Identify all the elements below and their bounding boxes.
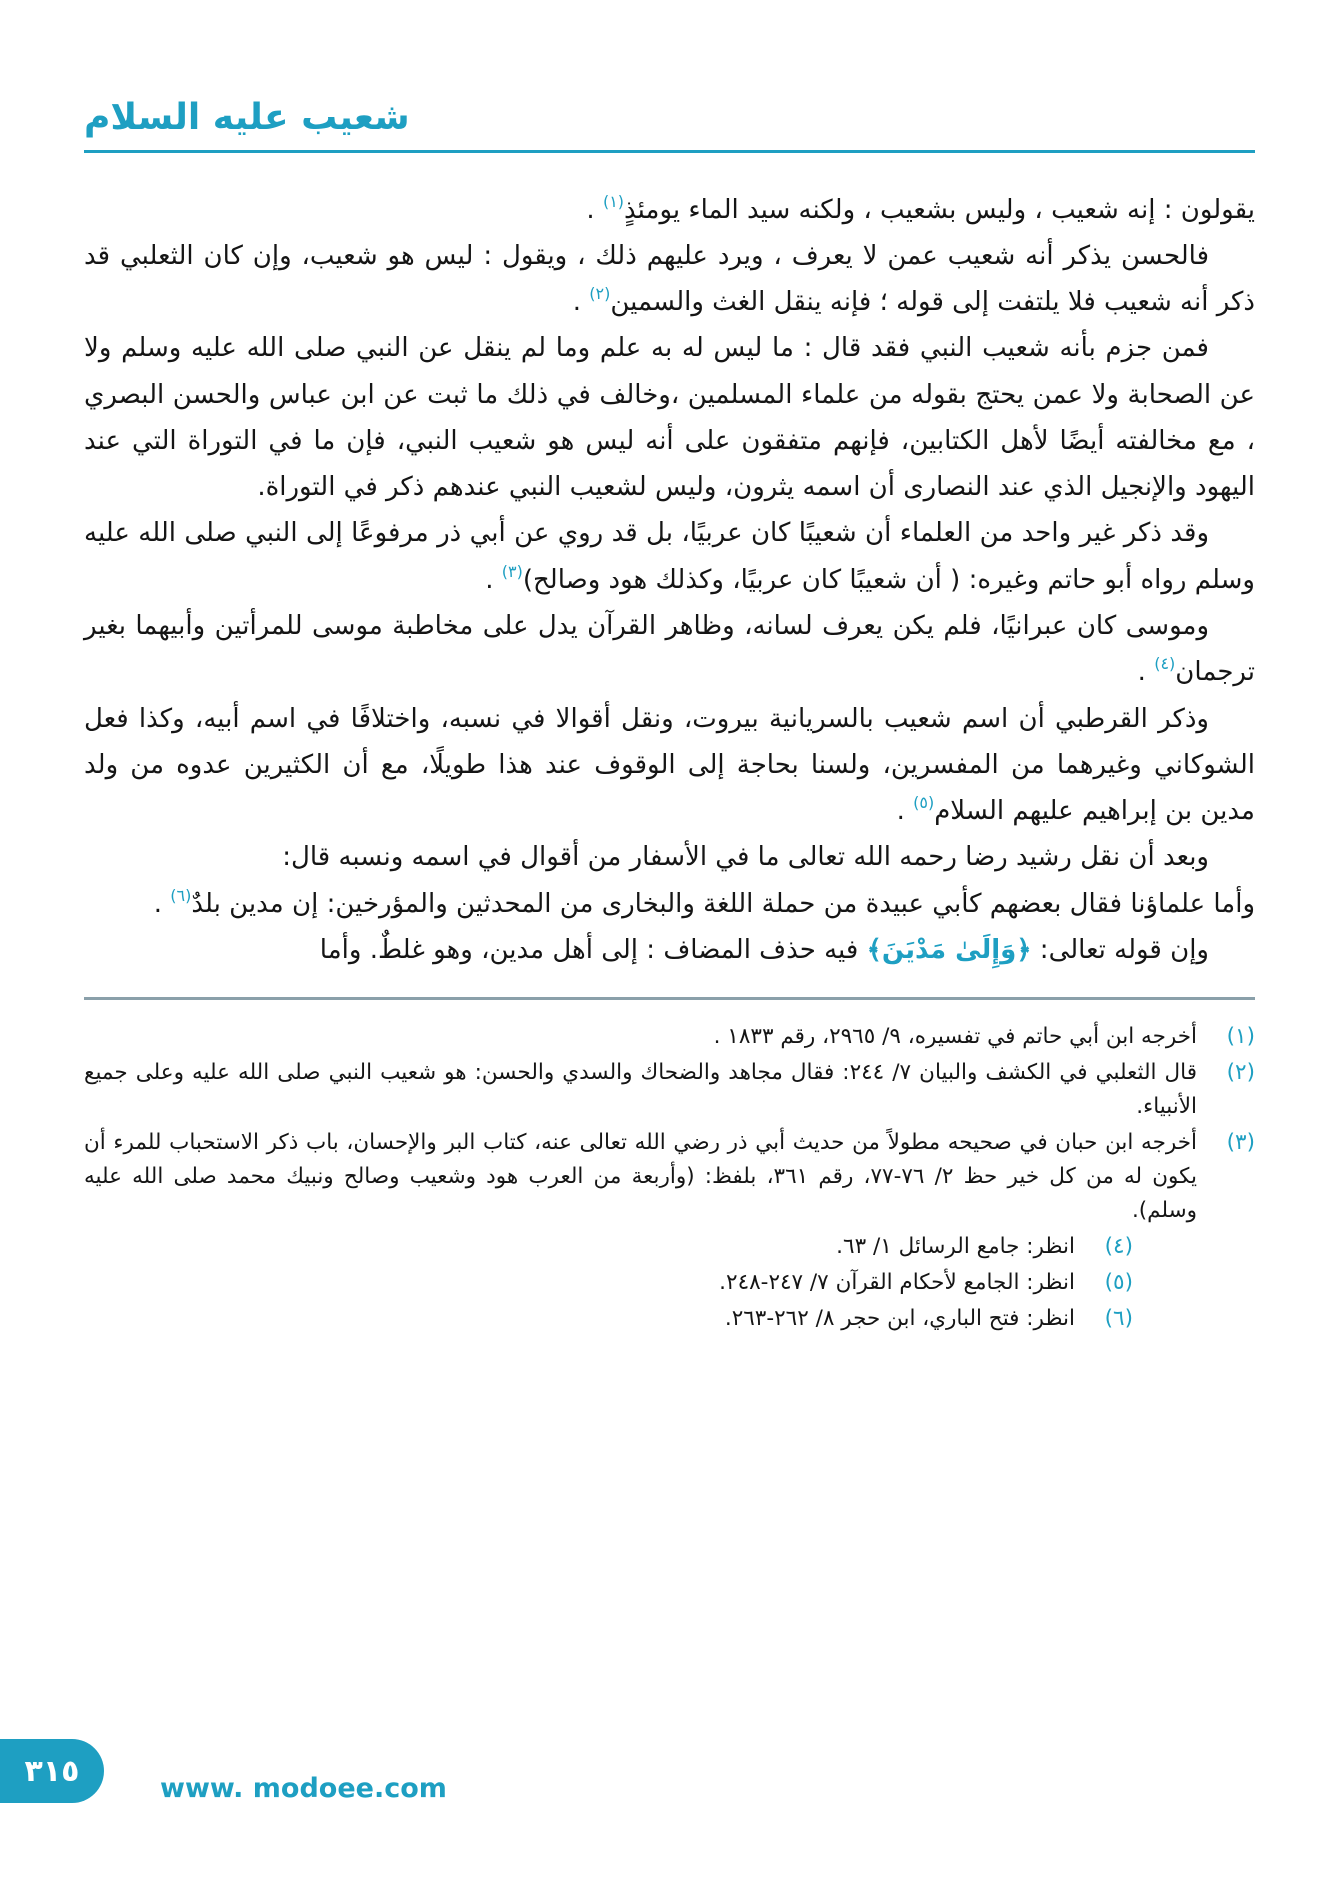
footnote-text: انظر: الجامع لأحكام القرآن ٧/ ٢٤٧-٢٤٨. xyxy=(719,1269,1075,1295)
paragraph xyxy=(84,603,1255,696)
paragraph xyxy=(84,696,1255,835)
text-run: فمن جزم بأنه شعيب النبي فقد قال : ما ليس له به علم وما لم ينقل عن النبي صلى الله عليه وسلم ولا عن الصحابة ولا عمن يحتج بقوله من علماء المسلمين ،وخالف في ذلك ما ثبت عن ابن عباس والحسن البصري ، مع مخالفته أيضًا لأهل الكتابين، فإنهم متفقون على أنه ليس هو شعيب النبي، فإن ما في التوراة التي عند اليهود والإنجيل الذي عند النصارى أن اسمه يثرون، وليس لشعيب النبي عندهم ذكر في التوراة. xyxy=(84,333,1255,503)
footnotes-section xyxy=(0,1000,1339,1336)
footnote-number: (٣) xyxy=(1226,1130,1255,1156)
text-run: وإن قوله تعالى: xyxy=(1031,934,1209,965)
paragraph xyxy=(84,834,1255,880)
footnote xyxy=(84,1126,1255,1228)
paragraph xyxy=(84,325,1255,510)
footnote-number: (٤) xyxy=(1104,1233,1133,1259)
footnote-text: انظر: جامع الرسائل ١/ ٦٣. xyxy=(836,1233,1075,1259)
text-run: يقولون : إنه شعيب ، وليس بشعيب ، ولكنه سيد الماء يومئذٍ xyxy=(624,194,1255,225)
paragraph xyxy=(84,510,1255,603)
footnote-text: انظر: فتح الباري، ابن حجر ٨/ ٢٦٢-٢٦٣. xyxy=(724,1305,1075,1331)
quran-verse: ﴿وَإِلَىٰ مَدْيَنَ﴾ xyxy=(866,934,1032,965)
page-number-tab xyxy=(0,1739,104,1803)
body-text xyxy=(0,153,1339,974)
footnote-reference: (٥) xyxy=(913,793,935,813)
footnote-reference: (١) xyxy=(602,191,625,211)
chapter-title: شعيب عليه السلام xyxy=(84,97,410,138)
paragraph xyxy=(84,927,1255,973)
footnote xyxy=(84,1020,1255,1054)
footnote xyxy=(84,1266,1133,1300)
footnote-text: قال الثعلبي في الكشف والبيان ٧/ ٢٤٤: فقال مجاهد والضحاك والسدي والحسن: هو شعيب النبي صلى الله عليه وعلى جميع الأنبياء. xyxy=(84,1060,1197,1120)
footnote-reference: (٣) xyxy=(501,561,523,581)
text-run: وبعد أن نقل رشيد رضا رحمه الله تعالى ما في الأسفار من أقوال في اسمه ونسبه قال: xyxy=(282,842,1209,873)
page-number: ٣١٥ xyxy=(24,1753,80,1789)
text-run: . xyxy=(485,564,502,595)
text-run: . xyxy=(153,888,171,919)
text-run: وأما علماؤنا فقال بعضهم كأبي عبيدة من حملة اللغة والبخارى من المحدثين والمؤرخين: إن مدين بلدٌ xyxy=(191,888,1255,919)
text-run: فالحسن يذكر أنه شعيب عمن لا يعرف ، ويرد عليهم ذلك ، ويقول : ليس هو شعيب، وإن كان الثعلبي قد ذكر أنه شعيب فلا يلتفت إلى قوله ؛ فإنه ينقل الغث والسمين xyxy=(84,240,1255,318)
footnote-number: (٢) xyxy=(1226,1060,1255,1086)
paragraph xyxy=(84,233,1255,326)
text-run: . xyxy=(572,287,590,318)
page-header xyxy=(0,0,1339,153)
footnote xyxy=(84,1302,1133,1336)
body-paragraphs xyxy=(84,187,1255,974)
footnote-text: أخرجه ابن أبي حاتم في تفسيره، ٩/ ٢٩٦٥، رقم ١٨٣٣ . xyxy=(713,1024,1197,1050)
text-run: وقد ذكر غير واحد من العلماء أن شعيبًا كان عربيًا، بل قد روي عن أبي ذر مرفوعًا إلى النبي صلى الله عليه وسلم رواه أبو حاتم وغيره: ( أن شعيبًا كان عربيًا، وكذلك هود وصالح) xyxy=(84,518,1255,595)
footnote xyxy=(84,1056,1255,1124)
footnote-number: (٦) xyxy=(1104,1305,1133,1331)
footnote-text: أخرجه ابن حبان في صحيحه مطولاً من حديث أبي ذر رضي الله تعالى عنه، كتاب البر والإحسان، باب ذكر الاستحباب للمرء أن يكون له من كل خير حظ ٢/ ٧٦-٧٧، رقم ٣٦١، بلفظ: (وأربعة من العرب هود وشعيب وصالح ونبيك محمد صلى الله عليه وسلم). xyxy=(84,1130,1198,1223)
text-run: وذكر القرطبي أن اسم شعيب بالسريانية بيروت، ونقل أقوالا في نسبه، واختلافًا في اسم أبيه، وكذا فعل الشوكاني وغيرهما من المفسرين، ولسنا بحاجة إلى الوقوف عند هذا طويلًا، مع أن الكثيرين عدوه من ولد مدين بن إبراهيم عليهم السلام xyxy=(84,703,1255,827)
text-run: . xyxy=(1137,657,1155,688)
footnote-reference: (٤) xyxy=(1154,654,1176,674)
paragraph xyxy=(84,881,1255,927)
text-run: . xyxy=(586,194,603,225)
footnote-reference: (٢) xyxy=(589,284,611,304)
text-run: وموسى كان عبرانيًا، فلم يكن يعرف لسانه، وظاهر القرآن يدل على مخاطبة موسى للمرأتين وأبيهما بغير ترجمان xyxy=(84,610,1255,688)
website-link[interactable]: www. modoee.com xyxy=(160,1773,447,1804)
text-run: فيه حذف المضاف : إلى أهل مدين، وهو غلطٌ. وأما xyxy=(319,934,867,965)
paragraph xyxy=(84,187,1255,233)
footnote-number: (٥) xyxy=(1104,1269,1133,1295)
footnote-number: (١) xyxy=(1226,1024,1255,1050)
footnote xyxy=(84,1230,1133,1264)
footnote-reference: (٦) xyxy=(170,885,192,905)
text-run: . xyxy=(896,796,914,827)
